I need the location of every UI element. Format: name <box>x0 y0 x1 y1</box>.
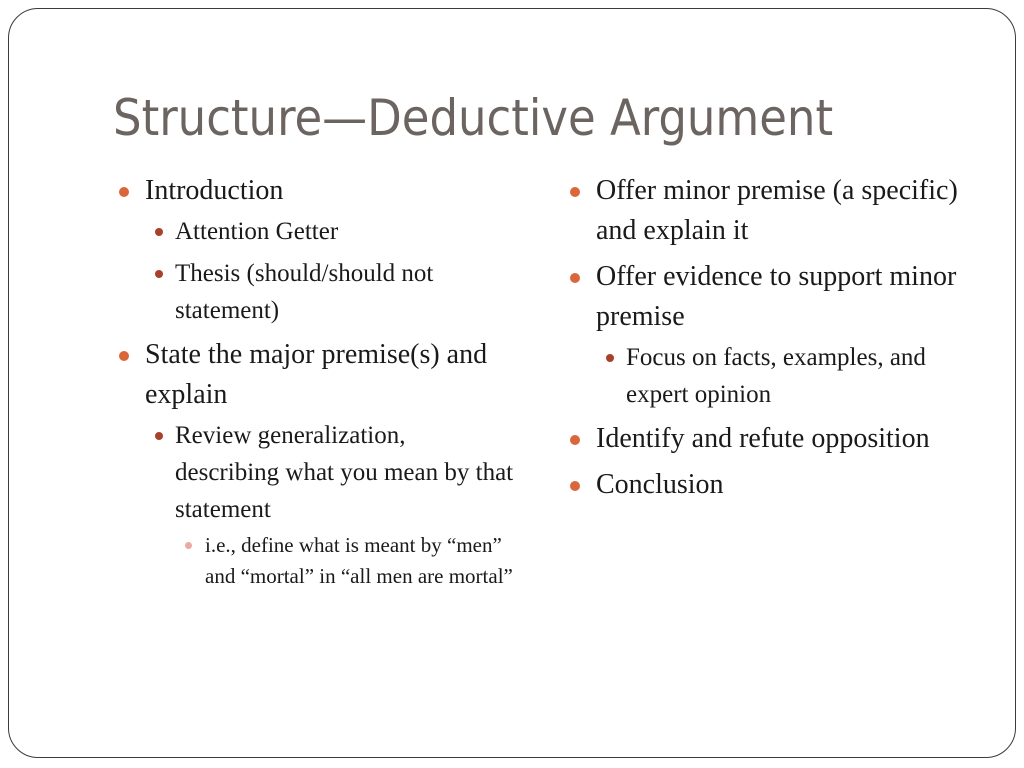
list-item-refute-opposition <box>566 419 966 459</box>
bullet-dot-icon <box>119 351 129 361</box>
bullet-text: State the major premise(s) and explain <box>145 339 488 410</box>
bullet-dot-icon <box>570 273 580 283</box>
list-item-review-generalization <box>145 417 515 592</box>
list-item-focus-facts <box>596 339 966 413</box>
bullet-text: Introduction <box>145 175 284 206</box>
bullet-dot-icon <box>155 432 163 440</box>
right-column <box>566 171 966 511</box>
bullet-dot-icon <box>570 481 580 491</box>
list-item-introduction <box>115 171 515 329</box>
bullet-dot-icon <box>155 270 163 278</box>
bullet-text: Review generalization, describing what you mean by that statement <box>175 422 514 523</box>
bullet-text: Identify and refute opposition <box>596 423 930 454</box>
bullet-text: Attention Getter <box>175 218 339 245</box>
list-item-minor-premise <box>566 171 966 251</box>
bullet-dot-icon <box>155 228 163 236</box>
bullet-dot-icon <box>119 187 129 197</box>
list-item-thesis <box>145 255 515 329</box>
left-bullet-list <box>115 171 515 592</box>
list-item-offer-evidence <box>566 257 966 413</box>
bullet-text: Thesis (should/should not statement) <box>175 260 434 324</box>
slide-frame <box>8 8 1016 758</box>
list-item-define-meaning <box>175 530 515 592</box>
bullet-dot-icon <box>606 354 614 362</box>
sub-bullet-list <box>145 417 515 592</box>
sub-bullet-list <box>596 339 966 413</box>
sub-bullet-list <box>145 213 515 329</box>
right-bullet-list <box>566 171 966 505</box>
bullet-dot-icon <box>185 542 192 549</box>
bullet-dot-icon <box>570 435 580 445</box>
bullet-dot-icon <box>570 187 580 197</box>
bullet-text: Focus on facts, examples, and expert opinion <box>626 344 926 408</box>
left-column <box>115 171 515 598</box>
bullet-text: Offer minor premise (a specific) and explain it <box>596 175 958 246</box>
slide-title: Structure—Deductive Argument <box>113 89 834 147</box>
bullet-text: Conclusion <box>596 469 724 500</box>
bullet-text: Offer evidence to support minor premise <box>596 261 957 332</box>
list-item-major-premise <box>115 335 515 592</box>
bullet-text: i.e., define what is meant by “men” and “mortal” in “all men are mortal” <box>205 533 513 588</box>
list-item-conclusion <box>566 465 966 505</box>
sub-sub-bullet-list <box>175 530 515 592</box>
list-item-attention-getter <box>145 213 515 250</box>
